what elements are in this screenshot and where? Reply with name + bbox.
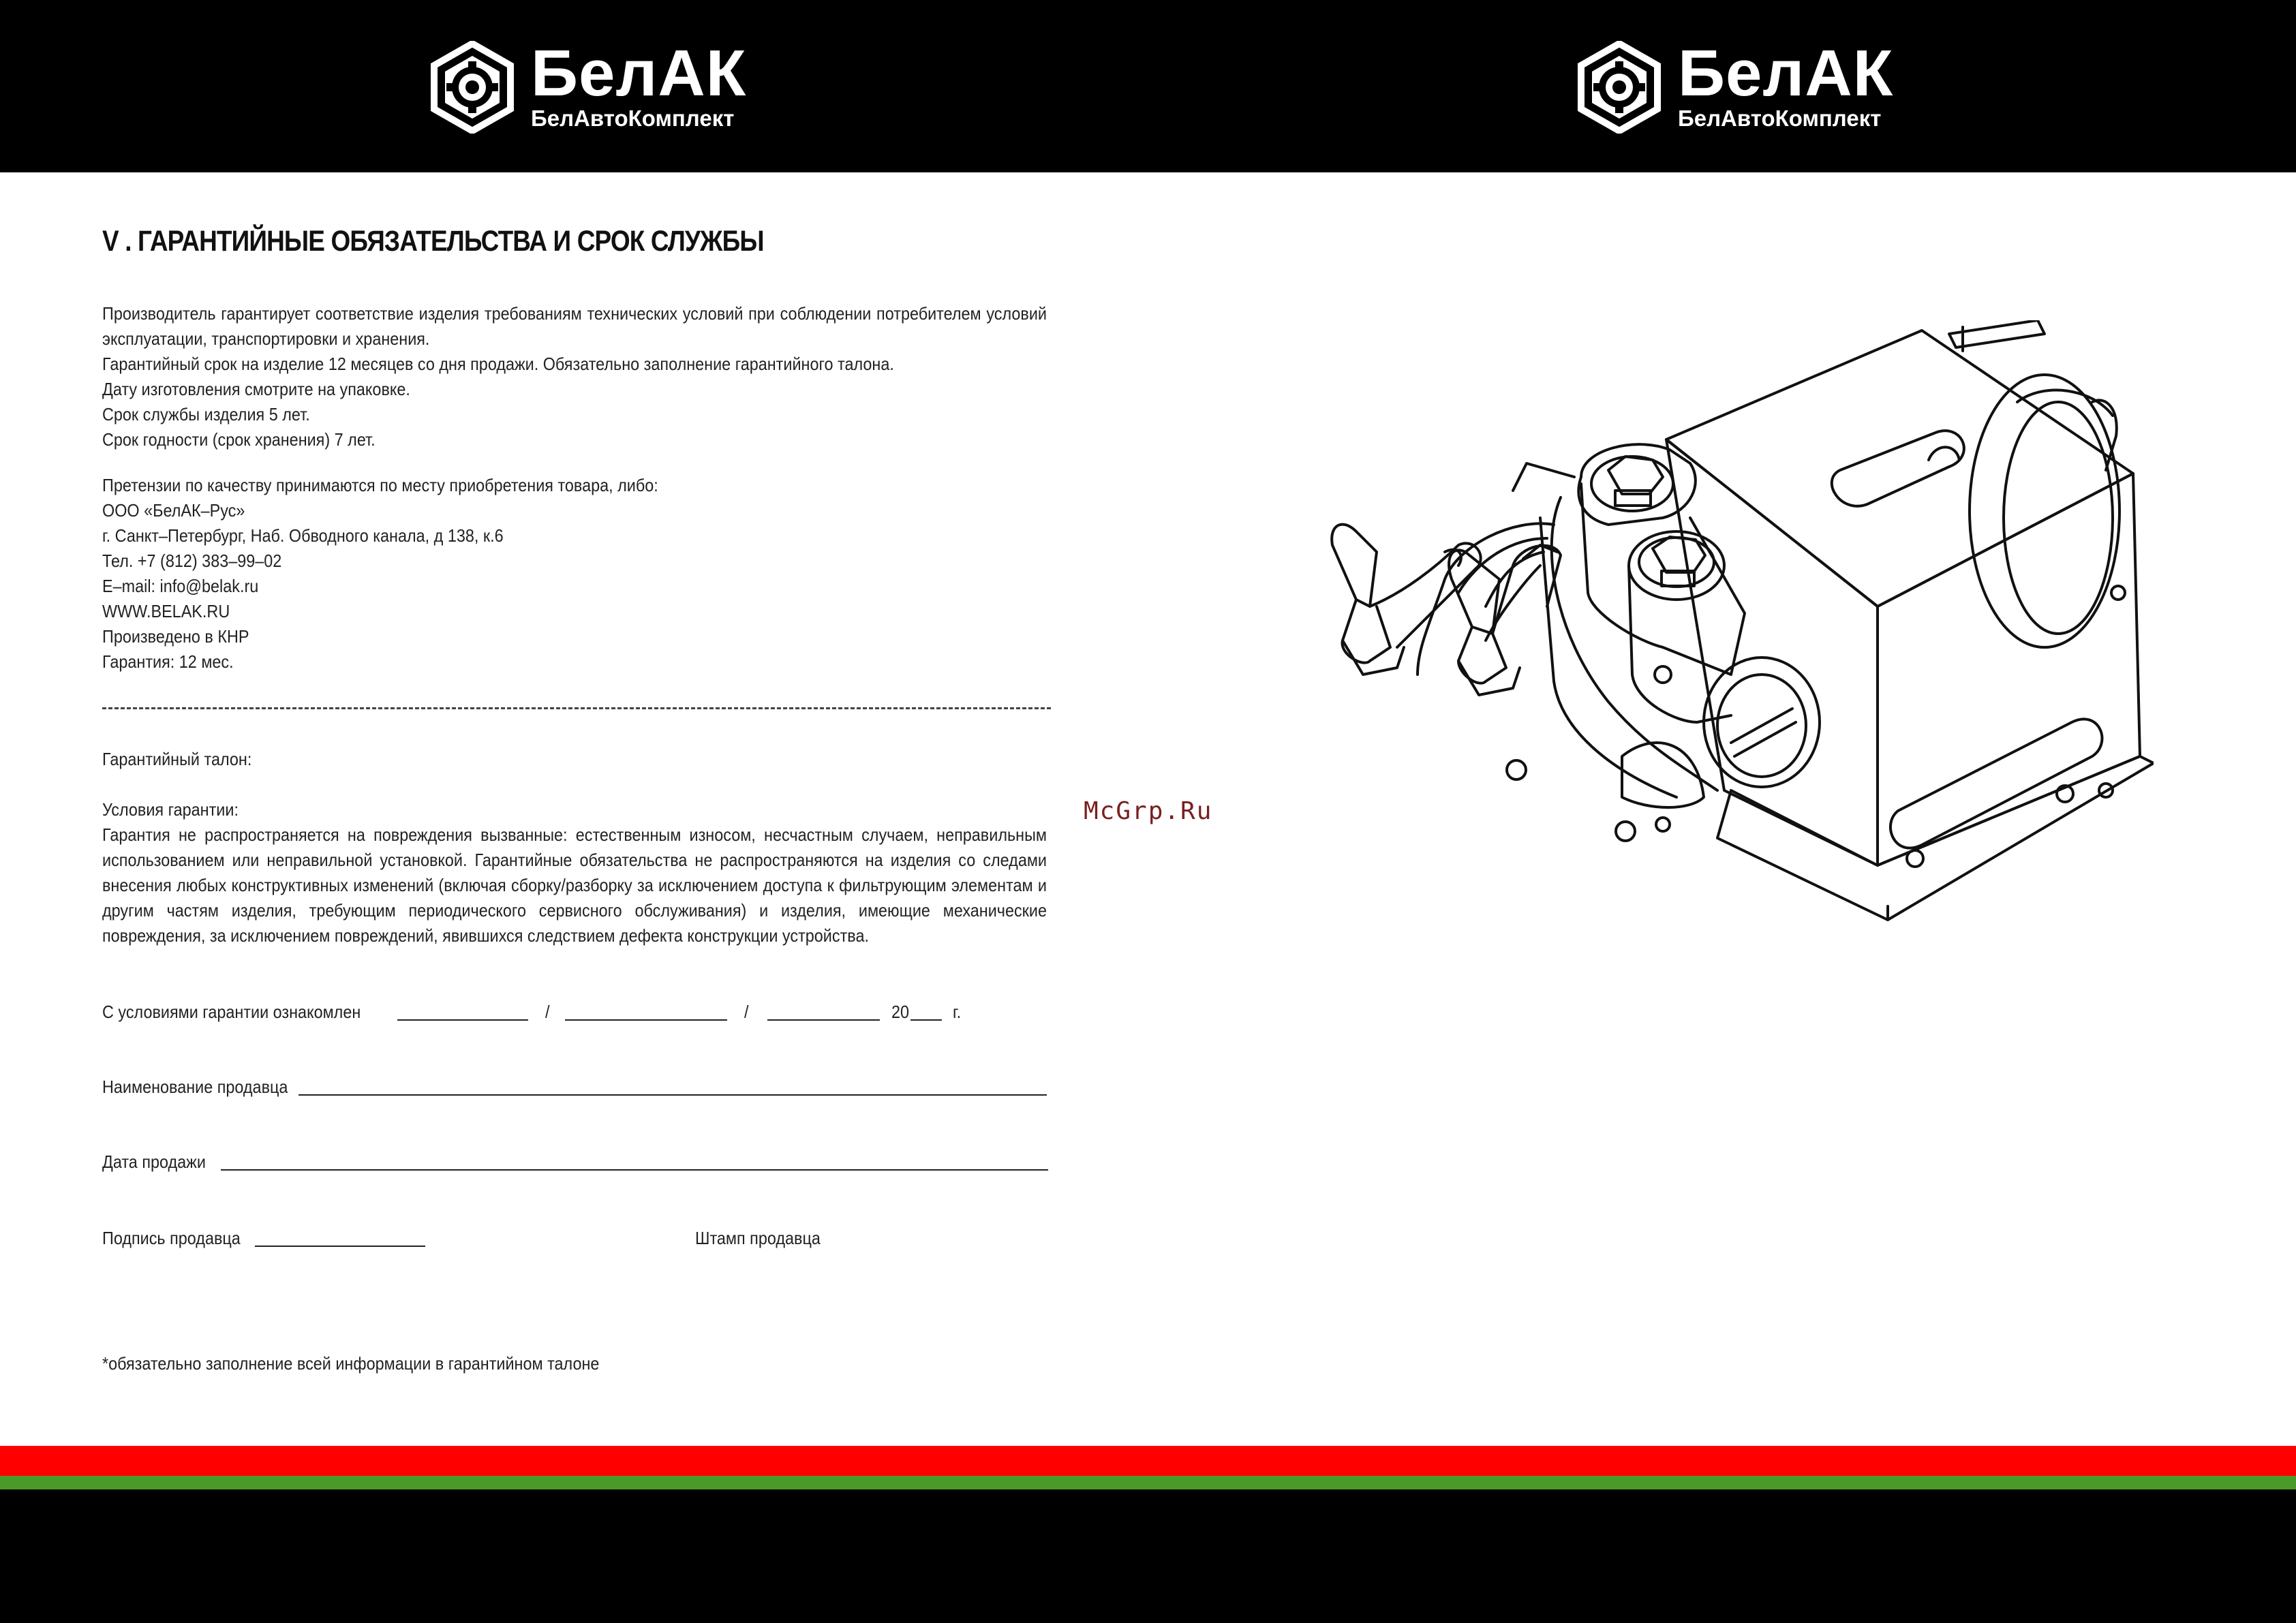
- coupon-conditions: [102, 797, 1047, 948]
- claims-intro: Претензии по качеству принимаются по месту приобретения товара, либо:: [102, 475, 658, 495]
- acknowledged-day-field[interactable]: [397, 1019, 528, 1021]
- header-bar: [0, 0, 2296, 172]
- guarantee-term: Гарантия: 12 мес.: [102, 651, 234, 672]
- sale-date-field[interactable]: [221, 1169, 1048, 1171]
- brand-subtitle: БелАвтоКомплект: [1678, 106, 1882, 131]
- service-life: Срок службы изделия 5 лет.: [102, 404, 310, 424]
- company-phone: Тел. +7 (812) 383–99–02: [102, 551, 282, 571]
- warranty-period: Гарантийный срок на изделие 12 месяцев со дня продажи. Обязательно заполнение гарантийного талона.: [102, 354, 894, 374]
- coupon-title-text: Гарантийный талон:: [102, 749, 252, 769]
- seller-name-label: Наименование продавца: [102, 1077, 288, 1097]
- company-website: WWW.BELAK.RU: [102, 601, 230, 621]
- company-name: ООО «БелАК–Рус»: [102, 500, 245, 521]
- acknowledged-label: С условиями гарантии ознакомлен: [102, 1002, 361, 1022]
- brand-logo-right: [1573, 37, 1894, 135]
- acknowledged-month-field[interactable]: [565, 1019, 727, 1021]
- footnote: *обязательно заполнение всей информации в гарантийном талоне: [102, 1353, 600, 1374]
- footer-bar: [0, 1489, 2296, 1623]
- hex-gear-logo-icon: [1573, 41, 1666, 134]
- hex-gear-logo-icon: [426, 41, 519, 134]
- brand-subtitle: БелАвтоКомплект: [531, 106, 735, 131]
- brand-name: БелАК: [1678, 37, 1894, 110]
- acknowledged-signature-field[interactable]: [767, 1019, 880, 1021]
- shelf-life: Срок годности (срок хранения) 7 лет.: [102, 429, 376, 450]
- footer-stripe-green: [0, 1476, 2296, 1489]
- year-field[interactable]: [910, 1019, 942, 1021]
- warranty-terms: [102, 301, 1047, 452]
- company-address: г. Санкт–Петербург, Наб. Обводного канала, д 138, к.6: [102, 525, 504, 546]
- sale-date-label: Дата продажи: [102, 1151, 206, 1172]
- brand-logo-left: [426, 37, 747, 135]
- warranty-compliance: Производитель гарантирует соответствие изделия требованиям технических условий при соблюдении потребителем условий эксплуатации, транспортировки и хранения.: [102, 303, 1047, 349]
- fuel-pump-illustration: [1254, 320, 2154, 947]
- watermark-text: McGrp.Ru: [1084, 797, 1213, 825]
- seller-signature-label: Подпись продавца: [102, 1228, 241, 1248]
- footer-stripe-red: [0, 1446, 2296, 1476]
- manufacture-date-note: Дату изготовления смотрите на упаковке.: [102, 379, 410, 399]
- seller-signature-field[interactable]: [255, 1246, 425, 1247]
- date-separator: /: [744, 1002, 749, 1022]
- country-of-origin: Произведено в КНР: [102, 626, 249, 647]
- year-prefix: 20: [891, 1002, 910, 1022]
- seller-stamp-label: Штамп продавца: [695, 1228, 821, 1248]
- brand-name: БелАК: [531, 37, 747, 110]
- cut-line-divider: [102, 707, 1051, 709]
- conditions-text: Гарантия не распространяется на повреждения вызванные: естественным износом, несчастным случаем, неправильным использованием или неправильной установкой. Гарантийные обязательства не распространяются на изделия со следами внесения любых конструктивных изменений (включая сборку/разборку за исключением доступа к фильтрующим элементам и другим частям изделия, требующим периодического сервисного обслуживания) и изделия, имеющие механические повреждения, за исключением повреждений, явившихся следствием дефекта конструкции устройства.: [102, 824, 1047, 946]
- coupon-title: [102, 747, 1047, 772]
- date-separator: /: [545, 1002, 550, 1022]
- section-title: V . ГАРАНТИЙНЫЕ ОБЯЗАТЕЛЬСТВА И СРОК СЛУЖБЫ: [102, 225, 764, 258]
- conditions-title: Условия гарантии:: [102, 799, 239, 820]
- contacts-block: [102, 473, 1047, 675]
- company-email: E–mail: info@belak.ru: [102, 576, 259, 596]
- seller-name-field[interactable]: [299, 1094, 1047, 1096]
- year-suffix: г.: [953, 1002, 962, 1022]
